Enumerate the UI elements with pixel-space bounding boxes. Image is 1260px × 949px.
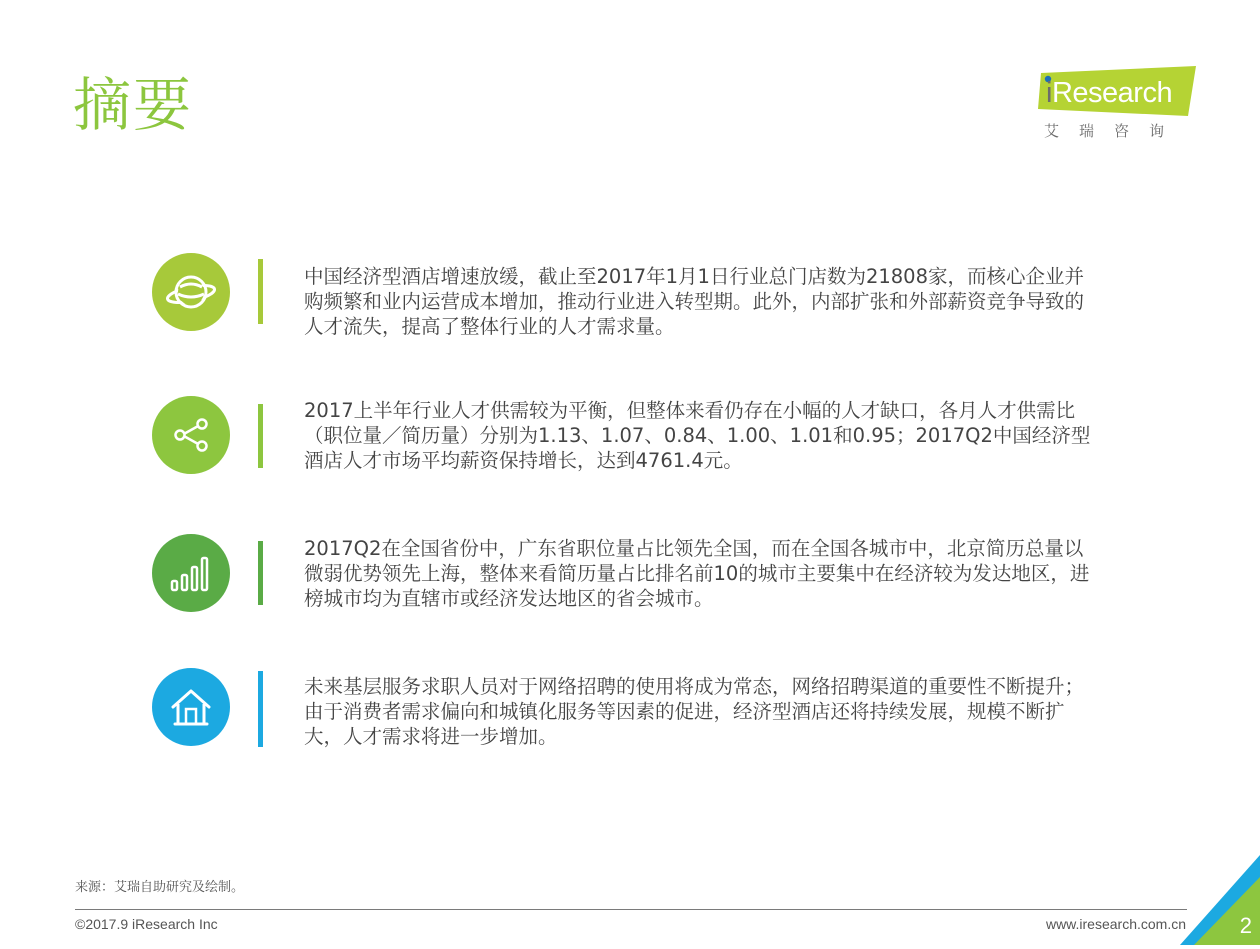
summary-item-4 bbox=[0, 668, 1260, 768]
logo-wordmark bbox=[1046, 76, 1172, 110]
logo-name: Research bbox=[1051, 77, 1173, 109]
signal-bars-icon bbox=[152, 534, 230, 612]
home-icon bbox=[152, 668, 230, 746]
accent-bar bbox=[258, 404, 263, 468]
footer-divider bbox=[75, 909, 1187, 910]
page-title: 摘要 bbox=[73, 71, 194, 139]
accent-bar bbox=[258, 541, 263, 605]
share-icon bbox=[152, 396, 230, 474]
accent-bar bbox=[258, 671, 263, 747]
page-number: 2 bbox=[1239, 913, 1252, 938]
website-link[interactable]: www.iresearch.com.cn bbox=[1045, 916, 1186, 932]
summary-item-2 bbox=[0, 396, 1260, 496]
copyright: ©2017.9 iResearch Inc bbox=[75, 916, 218, 932]
accent-bar bbox=[258, 259, 263, 324]
logo-i: i bbox=[1046, 77, 1052, 109]
summary-text: 2017上半年行业人才供需较为平衡，但整体来看仍存在小幅的人才缺口，各月人才供需比（职位量／简历量）分别为1.13、1.07、0.84、1.00、1.01和0.95；2017Q2中国经济型酒店人才市场平均薪资保持增长，达到4761.4元。 bbox=[304, 399, 1091, 472]
summary-item-3 bbox=[0, 534, 1260, 634]
source-note: 来源：艾瑞自助研究及绘制。 bbox=[75, 880, 245, 895]
summary-text: 未来基层服务求职人员对于网络招聘的使用将成为常态，网络招聘渠道的重要性不断提升；由于消费者需求偏向和城镇化服务等因素的促进，经济型酒店还将持续发展，规模不断扩大，人才需求将进一步增加。 bbox=[304, 675, 1085, 748]
planet-icon bbox=[152, 253, 230, 331]
iresearch-logo bbox=[1038, 64, 1208, 144]
summary-text: 中国经济型酒店增速放缓，截止至2017年1月1日行业总门店数为21808家，而核心企业并购频繁和业内运营成本增加，推动行业进入转型期。此外，内部扩张和外部薪资竞争导致的人才流失，提高了整体行业的人才需求量。 bbox=[304, 265, 1085, 338]
logo-chinese-name: 艾瑞咨询 bbox=[1044, 122, 1185, 140]
summary-item-1 bbox=[0, 253, 1260, 353]
summary-text: 2017Q2在全国省份中，广东省职位量占比领先全国，而在全国各城市中，北京简历总量以微弱优势领先上海，整体来看简历量占比排名前10的城市主要集中在经济较为发达地区，进榜城市均为直辖市或经济发达地区的省会城市。 bbox=[304, 537, 1090, 610]
